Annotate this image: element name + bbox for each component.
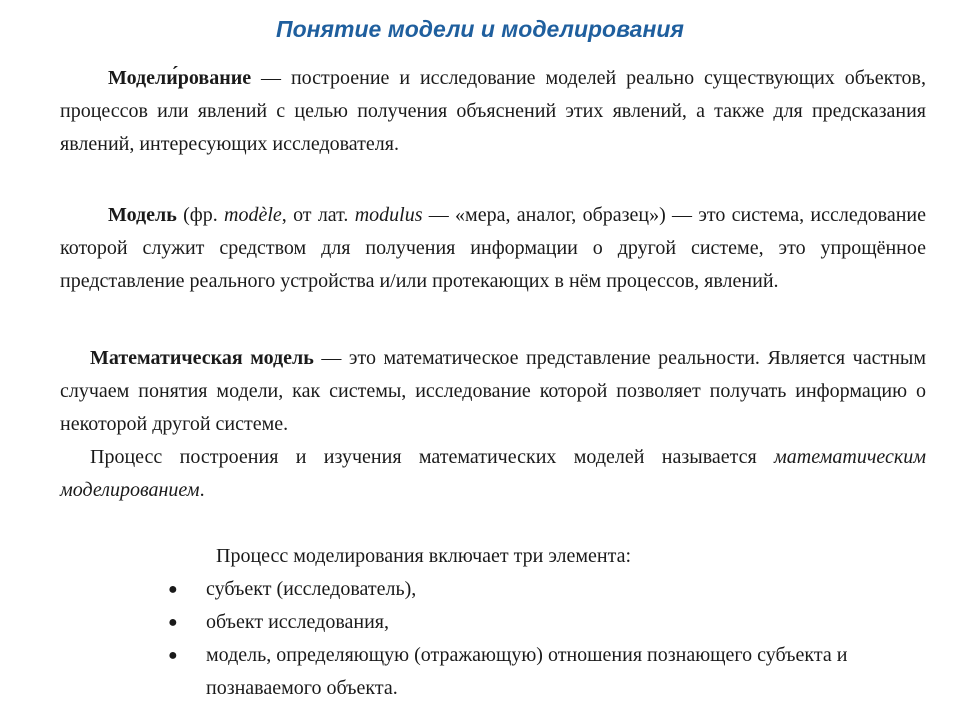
paragraph-modeling [60, 62, 926, 161]
term-model: Модель [108, 204, 177, 226]
slide-title: Понятие модели и моделирования [276, 16, 684, 42]
definition-modeling: — построение и исследование моделей реально существующих объектов, процессов или явлений с целью получения объяснений этих явлений, а также для предсказания явлений, интересующих исследователя. [60, 67, 926, 155]
list-item-text: субъект (исследователь), [206, 578, 417, 600]
model-text-3: — «мера, аналог, образец») — это система, исследование которой служит средством для получения информации о другой системе, это упрощённое представление реального устройства и/или протекающих в нём процессов, явлений. [60, 204, 926, 292]
math-modeling-text: Процесс построения и изучения математических моделей называется [90, 446, 775, 468]
term-modeling: Модели́рование [108, 67, 252, 89]
definition-math-model: — это математическое представление реальности. Является частным случаем понятия модели, как системы, исследование которой позволяет получать информацию о некоторой другой системе. [60, 347, 926, 435]
term-math-model: Математическая модель [90, 347, 314, 369]
model-text-2: , от лат. [281, 204, 355, 226]
list-item-text: модель, определяющую (отражающую) отношения познающего субъекта и познаваемого объекта. [206, 644, 848, 699]
model-latin-word: modulus [354, 204, 423, 226]
list-item [166, 606, 886, 639]
list-intro: Процесс моделирования включает три элемента: [216, 545, 632, 567]
paragraph-math-model [60, 342, 926, 441]
term-math-modeling: математическим моделированием [60, 446, 926, 501]
list-item [166, 573, 886, 606]
list-item-text: объект исследования, [206, 611, 389, 633]
model-french-word: modèle [224, 204, 282, 226]
list-item [166, 639, 886, 705]
elements-list [166, 573, 886, 705]
math-modeling-end: . [199, 479, 205, 501]
bullet-dot-icon: ● [168, 614, 178, 631]
bullet-dot-icon: ● [168, 647, 178, 664]
paragraph-model [60, 199, 926, 298]
paragraph-math-modeling [60, 441, 926, 507]
model-text-1: (фр. [176, 204, 225, 226]
bullet-dot-icon: ● [168, 581, 178, 598]
